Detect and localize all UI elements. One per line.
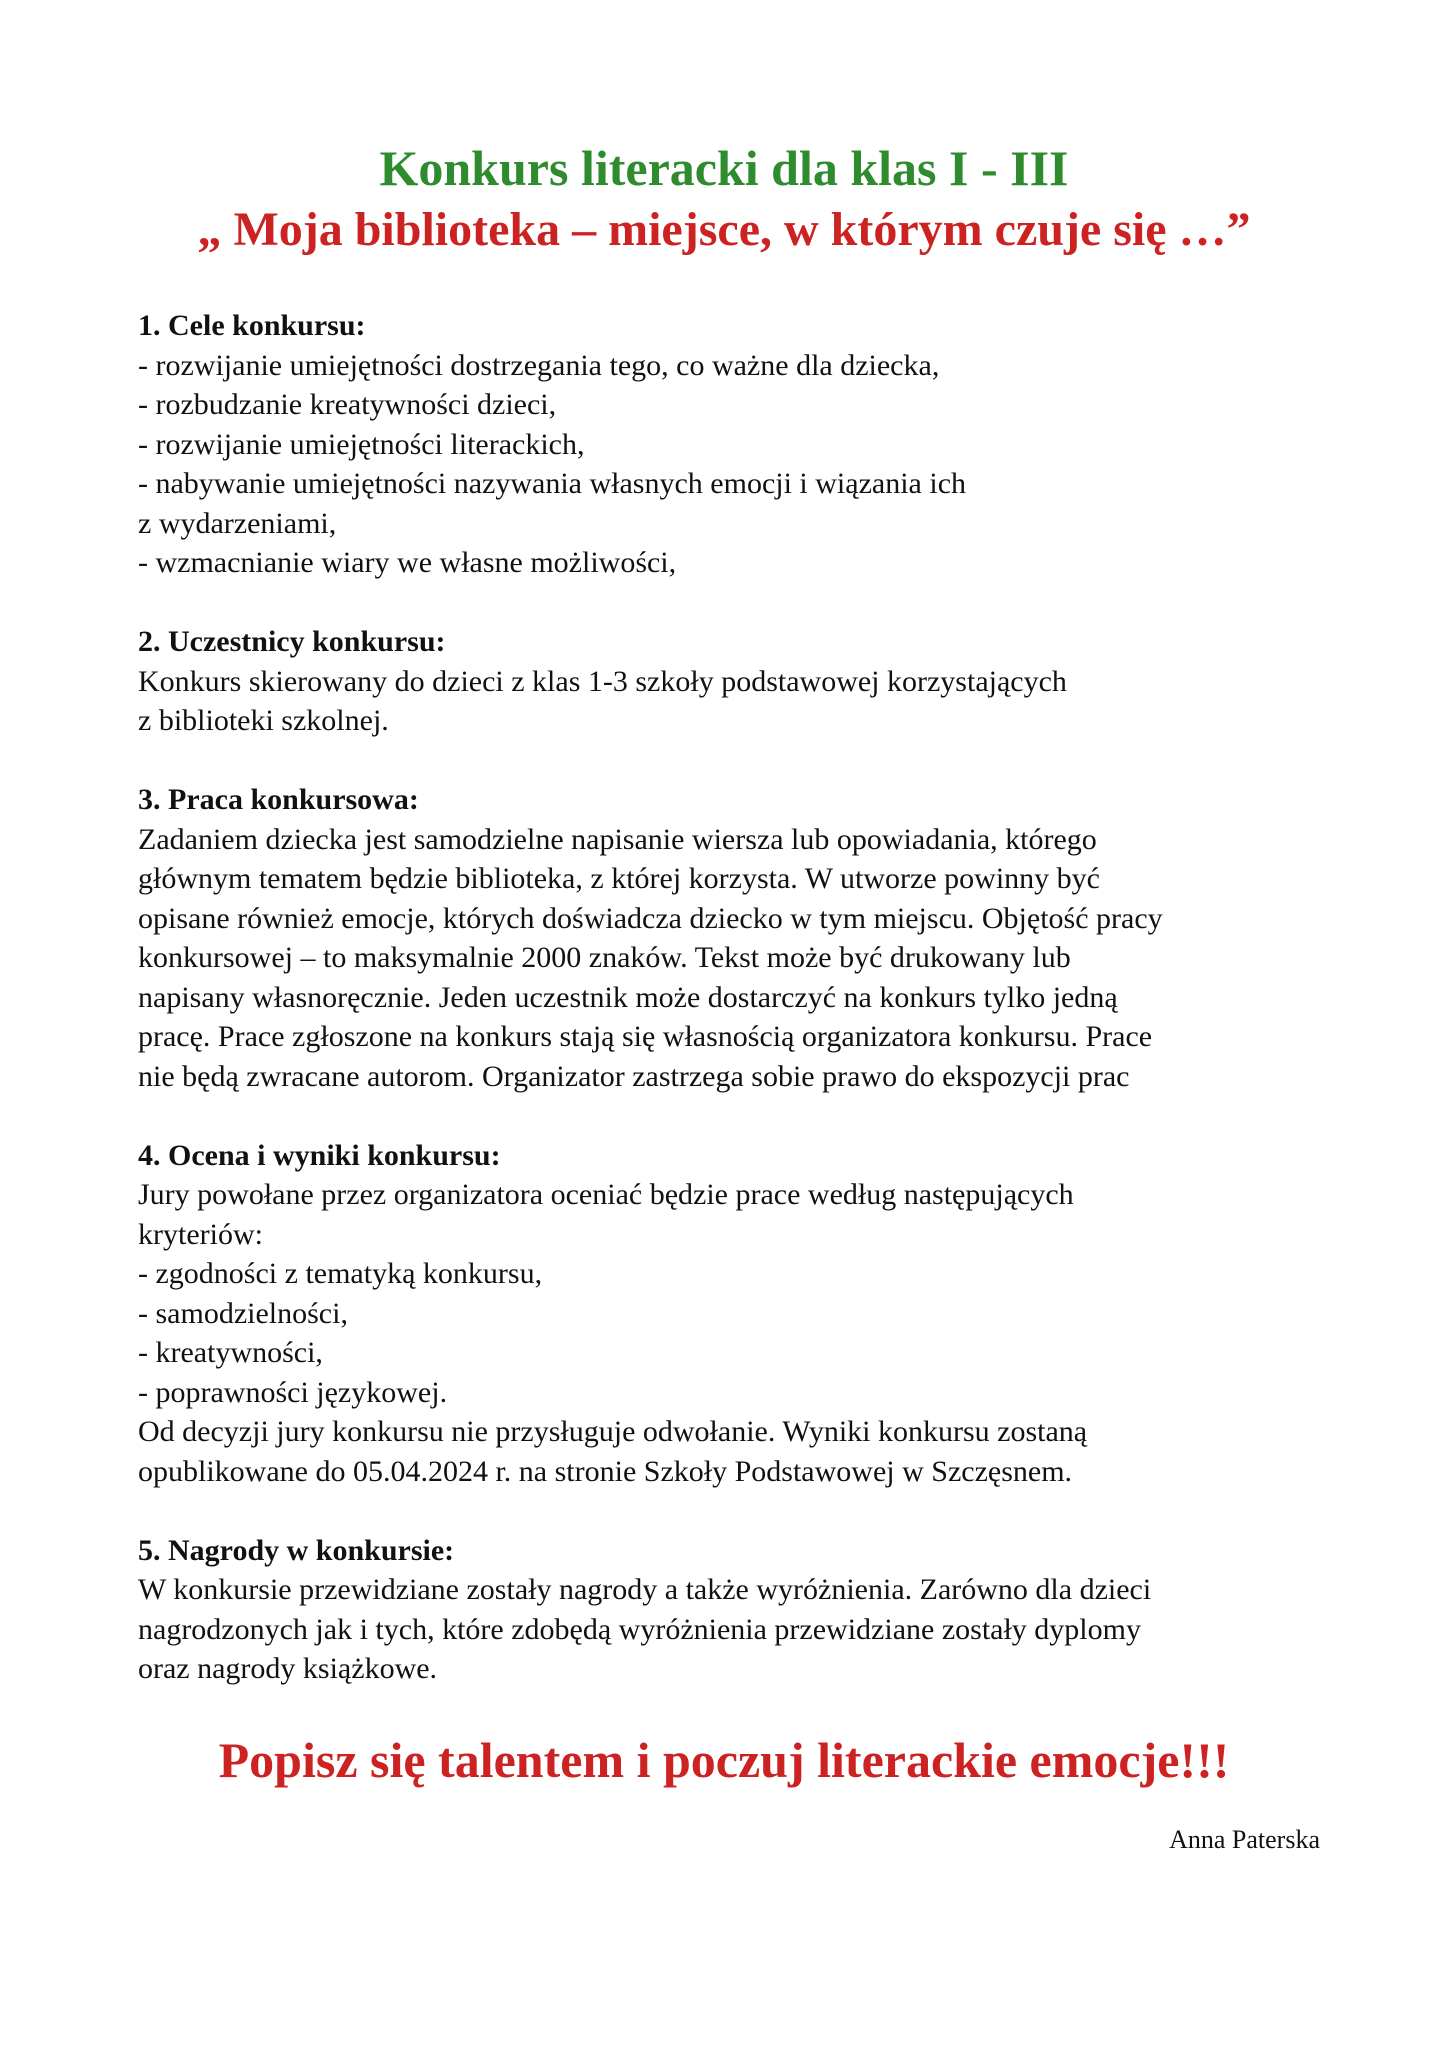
text-line: - poprawności językowej. <box>138 1375 448 1409</box>
text-line: W konkursie przewidziane zostały nagrody a także wyróżnienia. Zarówno dla dzieci <box>138 1573 1152 1606</box>
text-line: - nabywanie umiejętności nazywania własnych emocji i wiązania ich <box>138 467 967 500</box>
text-line: konkursowej – to maksymalnie 2000 znaków. Tekst może być drukowany lub <box>138 941 1071 974</box>
section-heading: 3. Praca konkursowa: <box>138 783 419 816</box>
text-line: opisane również emocje, których doświadcza dziecko w tym miejscu. Objętość pracy <box>138 901 1163 935</box>
section-prizes <box>138 1531 1338 1689</box>
text-line: opublikowane do 05.04.2024 r. na stronie Szkoły Podstawowej w Szczęsnem. <box>138 1454 1073 1488</box>
section-goals <box>138 306 1338 583</box>
section-contest-work <box>138 780 1338 1096</box>
text-line: oraz nagrody książkowe. <box>138 1652 438 1685</box>
text-line: - rozwijanie umiejętności literackich, <box>138 427 585 461</box>
document-title: Konkurs literacki dla klas I - III <box>379 140 1069 196</box>
section-heading: 2. Uczestnicy konkursu: <box>138 625 446 658</box>
section-heading: 1. Cele konkursu: <box>138 309 366 342</box>
section-participants <box>138 622 1338 741</box>
text-line: - rozbudzanie kreatywności dzieci, <box>138 388 557 421</box>
document-subtitle: „ Moja biblioteka – miejsce, w którym czuje się …” <box>197 203 1251 256</box>
text-line: nie będą zwracane autorom. Organizator zastrzega sobie prawo do ekspozycji prac <box>138 1059 1130 1093</box>
text-line: z biblioteki szkolnej. <box>138 704 389 737</box>
document-body <box>138 306 1338 1728</box>
text-line: - wzmacnianie wiary we własne możliwości, <box>138 546 677 579</box>
text-line: kryteriów: <box>138 1217 263 1251</box>
text-line: Od decyzji jury konkursu nie przysługuje odwołanie. Wyniki konkursu zostaną <box>138 1415 1088 1448</box>
text-line: nagrodzonych jak i tych, które zdobędą wyróżnienia przewidziane zostały dyplomy <box>138 1612 1141 1646</box>
section-heading: 4. Ocena i wyniki konkursu: <box>138 1138 501 1172</box>
text-line: pracę. Prace zgłoszone na konkurs stają się własnością organizatora konkursu. Prace <box>138 1020 1153 1053</box>
text-line: Konkurs skierowany do dzieci z klas 1-3 szkoły podstawowej korzystających <box>138 664 1067 698</box>
text-line: głównym tematem będzie biblioteka, z której korzysta. W utworze powinny być <box>138 862 1100 895</box>
closing-slogan: Popisz się talentem i poczuj literackie emocje!!! <box>218 1732 1230 1788</box>
author-signature: Anna Paterska <box>1169 1825 1320 1854</box>
text-line: - kreatywności, <box>138 1336 323 1369</box>
section-heading: 5. Nagrody w konkursie: <box>138 1533 455 1567</box>
text-line: Zadaniem dziecka jest samodzielne napisanie wiersza lub opowiadania, którego <box>138 822 1097 856</box>
section-evaluation <box>138 1136 1338 1492</box>
text-line: Jury powołane przez organizatora oceniać będzie prace według następujących <box>138 1178 1074 1211</box>
text-line: - rozwijanie umiejętności dostrzegania tego, co ważne dla dziecka, <box>138 348 940 382</box>
text-line: napisany własnoręcznie. Jeden uczestnik może dostarczyć na konkurs tylko jedną <box>138 980 1118 1014</box>
text-line: - zgodności z tematyką konkursu, <box>138 1257 543 1290</box>
text-line: z wydarzeniami, <box>138 506 337 540</box>
text-line: - samodzielności, <box>138 1296 348 1330</box>
